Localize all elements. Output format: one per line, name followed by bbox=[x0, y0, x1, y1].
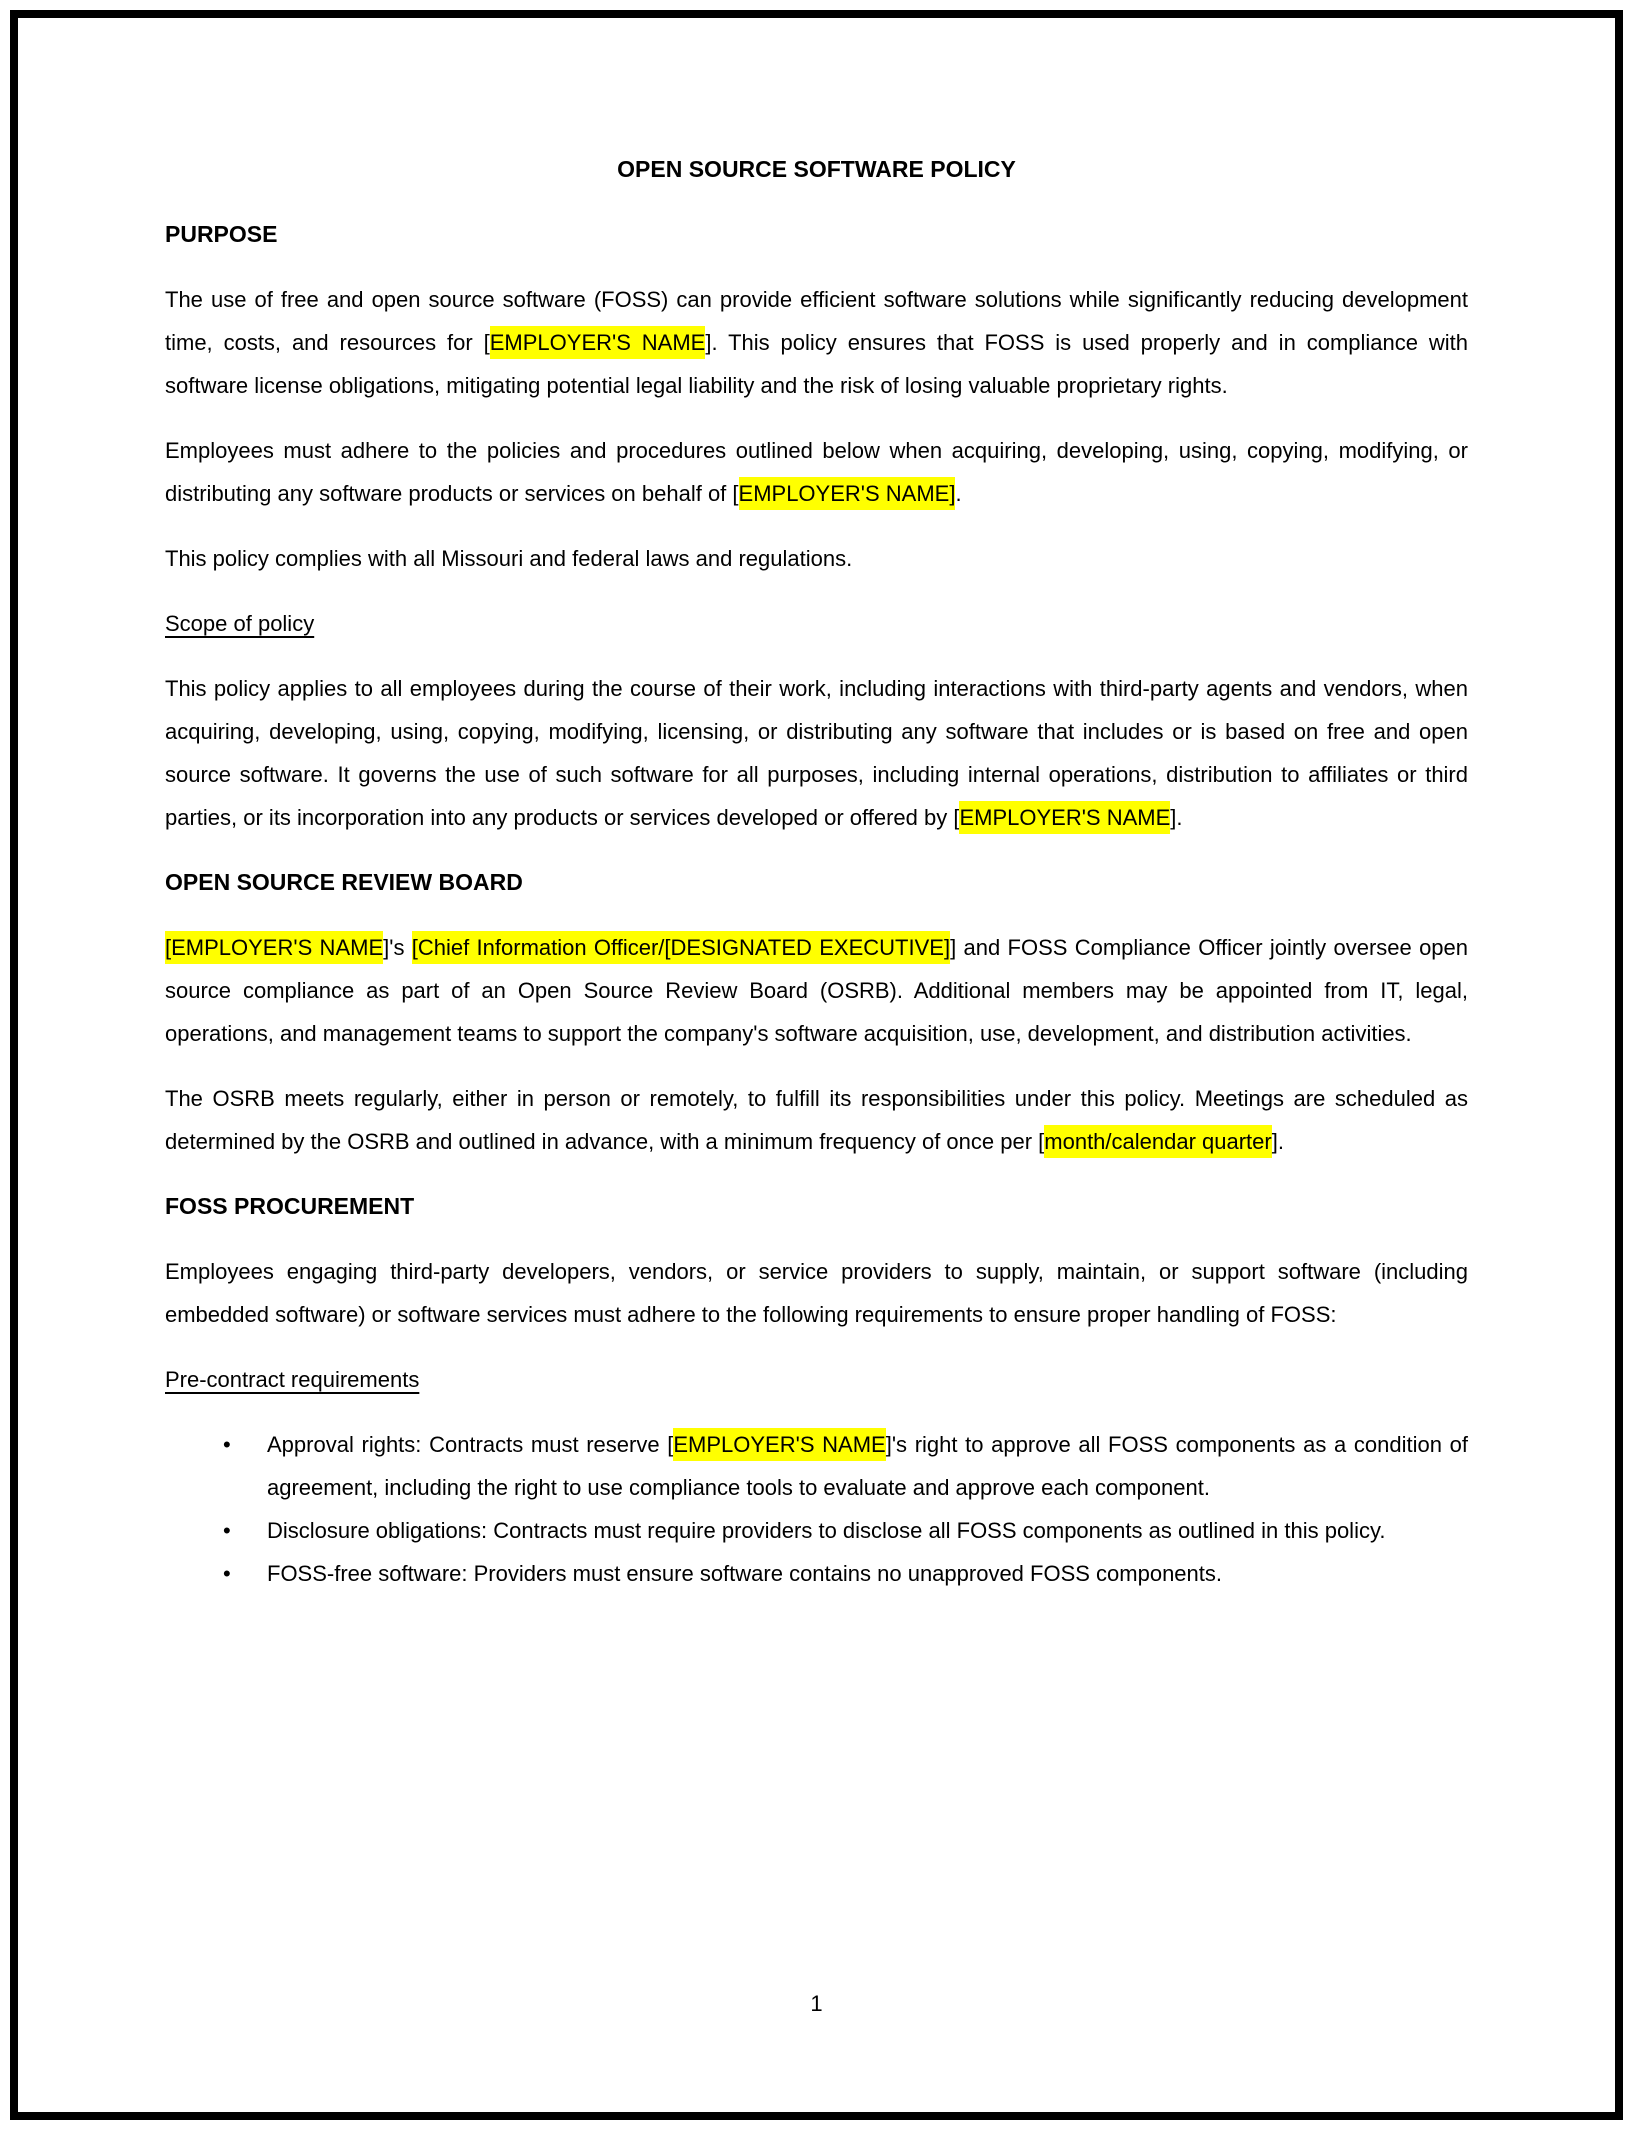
subheading-scope-of-policy: Scope of policy bbox=[165, 611, 315, 636]
highlight-employer-name: EMPLOYER'S NAME bbox=[959, 801, 1170, 834]
highlight-designated-executive: [Chief Information Officer/[DESIGNATED EXECUTIVE] bbox=[412, 931, 950, 964]
paragraph-purpose-1 bbox=[165, 278, 1468, 407]
paragraph-text: ]'s right to approve all FOSS components as a condition of agreement, including the right to use compliance tools to evaluate and approve each component. bbox=[267, 1432, 1468, 1500]
paragraph-procurement: Employees engaging third-party developers, vendors, or service providers to supply, maintain, or support software (including embedded software) or software services must adhere to the following requirements to ensure proper handling of FOSS: bbox=[165, 1259, 1468, 1327]
highlight-meeting-frequency: month/calendar quarter bbox=[1044, 1125, 1271, 1158]
paragraph-text: ]. This policy ensures that FOSS is used properly and in compliance with software license obligations, mitigating potential legal liability and the risk of losing valuable proprietary rights. bbox=[165, 330, 1469, 398]
list-item-foss-free-software: • FOSS-free software: Providers must ensure software contains no unapproved FOSS components. bbox=[267, 1552, 1468, 1595]
paragraph-text: ]. bbox=[1271, 1129, 1284, 1154]
paragraph-text: This policy applies to all employees during the course of their work, including interactions with third-party agents and vendors, when acquiring, developing, using, copying, modifying, licensing, or distributing any software that includes or is based on free and open source software. It governs the use of such software for all purposes, including internal operations, distribution to affiliates or third parties, or its incorporation into any products or services developed or offered by [ bbox=[165, 676, 1468, 830]
paragraph-osrb-2 bbox=[165, 1077, 1468, 1163]
bullet-list-pre-contract bbox=[165, 1423, 1468, 1595]
paragraph-text: The OSRB meets regularly, either in person or remotely, to fulfill its responsibilities under this policy. Meetings are scheduled as determined by the OSRB and outlined in advance, with a minimum frequency of once per [ bbox=[165, 1086, 1468, 1154]
page-title: OPEN SOURCE SOFTWARE POLICY bbox=[617, 156, 1016, 182]
paragraph-scope bbox=[165, 667, 1468, 839]
paragraph-text: The use of free and open source software (FOSS) can provide efficient software solutions while significantly reducing development time, costs, and resources for [ bbox=[165, 287, 1468, 355]
heading-purpose: PURPOSE bbox=[165, 221, 278, 247]
paragraph-purpose-2 bbox=[165, 429, 1468, 515]
highlight-employer-name: EMPLOYER'S NAME bbox=[490, 326, 706, 359]
highlight-employer-name: EMPLOYER'S NAME] bbox=[739, 477, 956, 510]
paragraph-text: ]'s bbox=[383, 935, 412, 960]
paragraph-text: . bbox=[955, 481, 962, 506]
paragraph-text: ]. bbox=[1170, 805, 1183, 830]
list-item-disclosure-obligations: • Disclosure obligations: Contracts must require providers to disclose all FOSS components as outlined in this policy. bbox=[267, 1509, 1468, 1552]
paragraph-osrb-1 bbox=[165, 926, 1468, 1055]
highlight-employer-name: [EMPLOYER'S NAME bbox=[165, 931, 383, 964]
heading-foss-procurement: FOSS PROCUREMENT bbox=[165, 1193, 415, 1219]
document-content bbox=[165, 148, 1468, 1617]
paragraph-text: Employees must adhere to the policies and procedures outlined below when acquiring, developing, using, copying, modifying, or distributing any software products or services on behalf of [ bbox=[165, 438, 1468, 506]
subheading-pre-contract-requirements: Pre-contract requirements bbox=[165, 1367, 420, 1392]
heading-open-source-review-board: OPEN SOURCE REVIEW BOARD bbox=[165, 869, 523, 895]
page-number: 1 bbox=[810, 1991, 823, 2016]
paragraph-text: Approval rights: Contracts must reserve [ bbox=[267, 1432, 674, 1457]
list-item-approval-rights bbox=[267, 1423, 1468, 1509]
highlight-employer-name: EMPLOYER'S NAME bbox=[673, 1428, 885, 1461]
paragraph-compliance: This policy complies with all Missouri and federal laws and regulations. bbox=[165, 546, 853, 571]
paragraph-text: ] and FOSS Compliance Officer jointly oversee open source compliance as part of an Open Source Review Board (OSRB). Additional members may be appointed from IT, legal, operations, and management teams to support the company's software acquisition, use, development, and distribution activities. bbox=[165, 935, 1469, 1046]
